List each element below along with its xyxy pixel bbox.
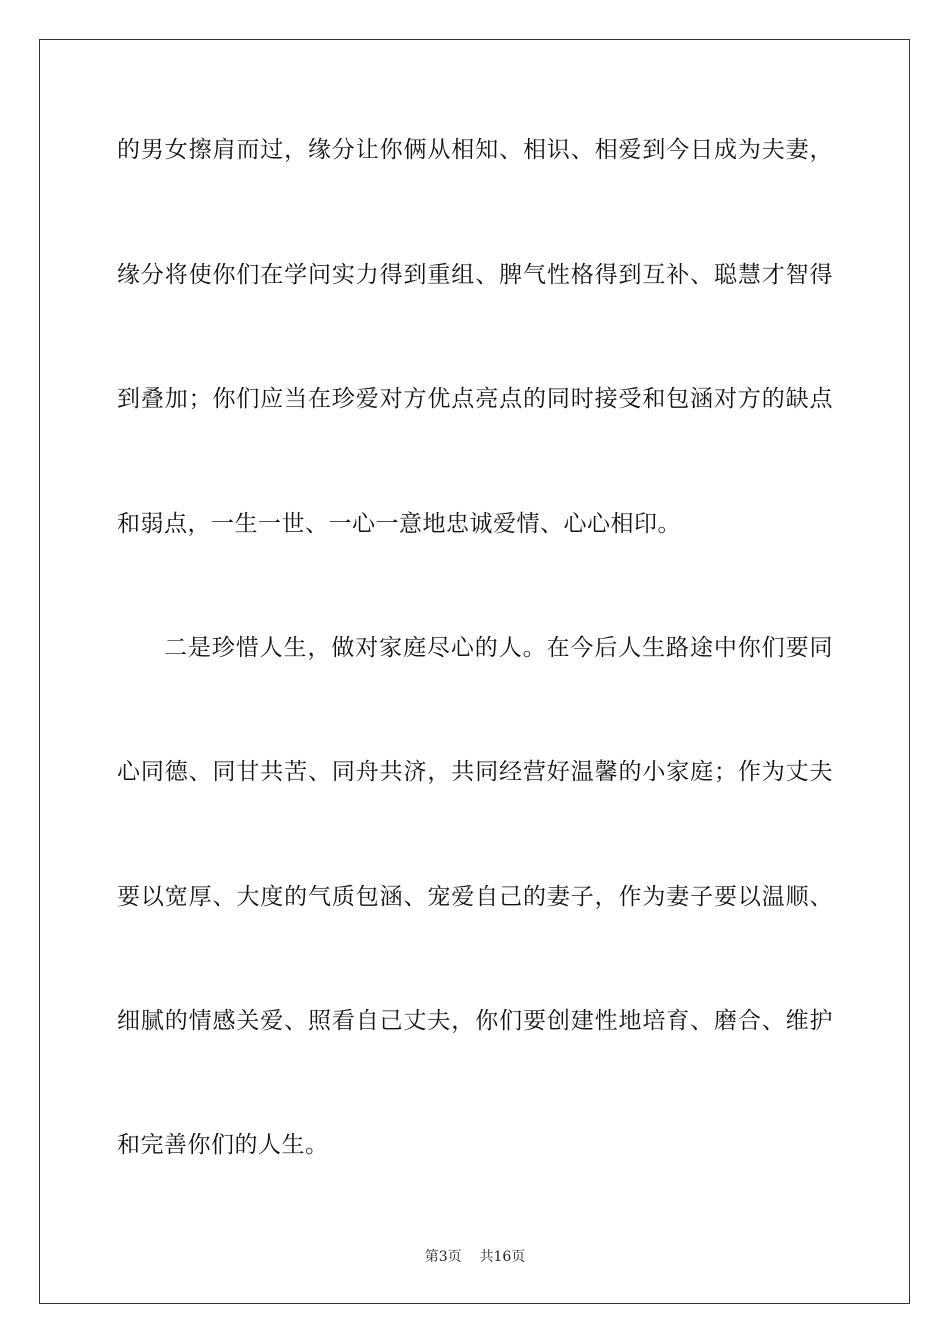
page-number: 第3页 [424,1249,462,1265]
paragraph-line-5: 二是珍惜人生，做对家庭尽心的人。在今后人生路途中你们要同 [164,635,833,661]
page-footer [0,1248,950,1266]
paragraph-line-8: 细腻的情感关爱、照看自己丈夫，你们要创建性地培育、磨合、维护 [117,1008,833,1034]
paragraph-line-6: 心同德、同甘共苦、同舟共济，共同经营好温馨的小家庭；作为丈夫 [117,759,833,785]
page-border [39,39,910,1304]
paragraph-line-7: 要以宽厚、大度的气质包涵、宠爱自己的妻子，作为妻子要以温顺、 [117,884,833,910]
paragraph-line-4: 和弱点，一生一世、一心一意地忠诚爱情、心心相印。 [117,511,681,537]
total-pages: 共16页 [479,1249,526,1265]
paragraph-line-2: 缘分将使你们在学问实力得到重组、脾气性格得到互补、聪慧才智得 [117,262,833,288]
paragraph-line-9: 和完善你们的人生。 [117,1132,329,1158]
paragraph-line-3: 到叠加；你们应当在珍爱对方优点亮点的同时接受和包涵对方的缺点 [117,386,833,412]
paragraph-line-1: 的男女擦肩而过，缘分让你俩从相知、相识、相爱到今日成为夫妻， [117,137,833,163]
